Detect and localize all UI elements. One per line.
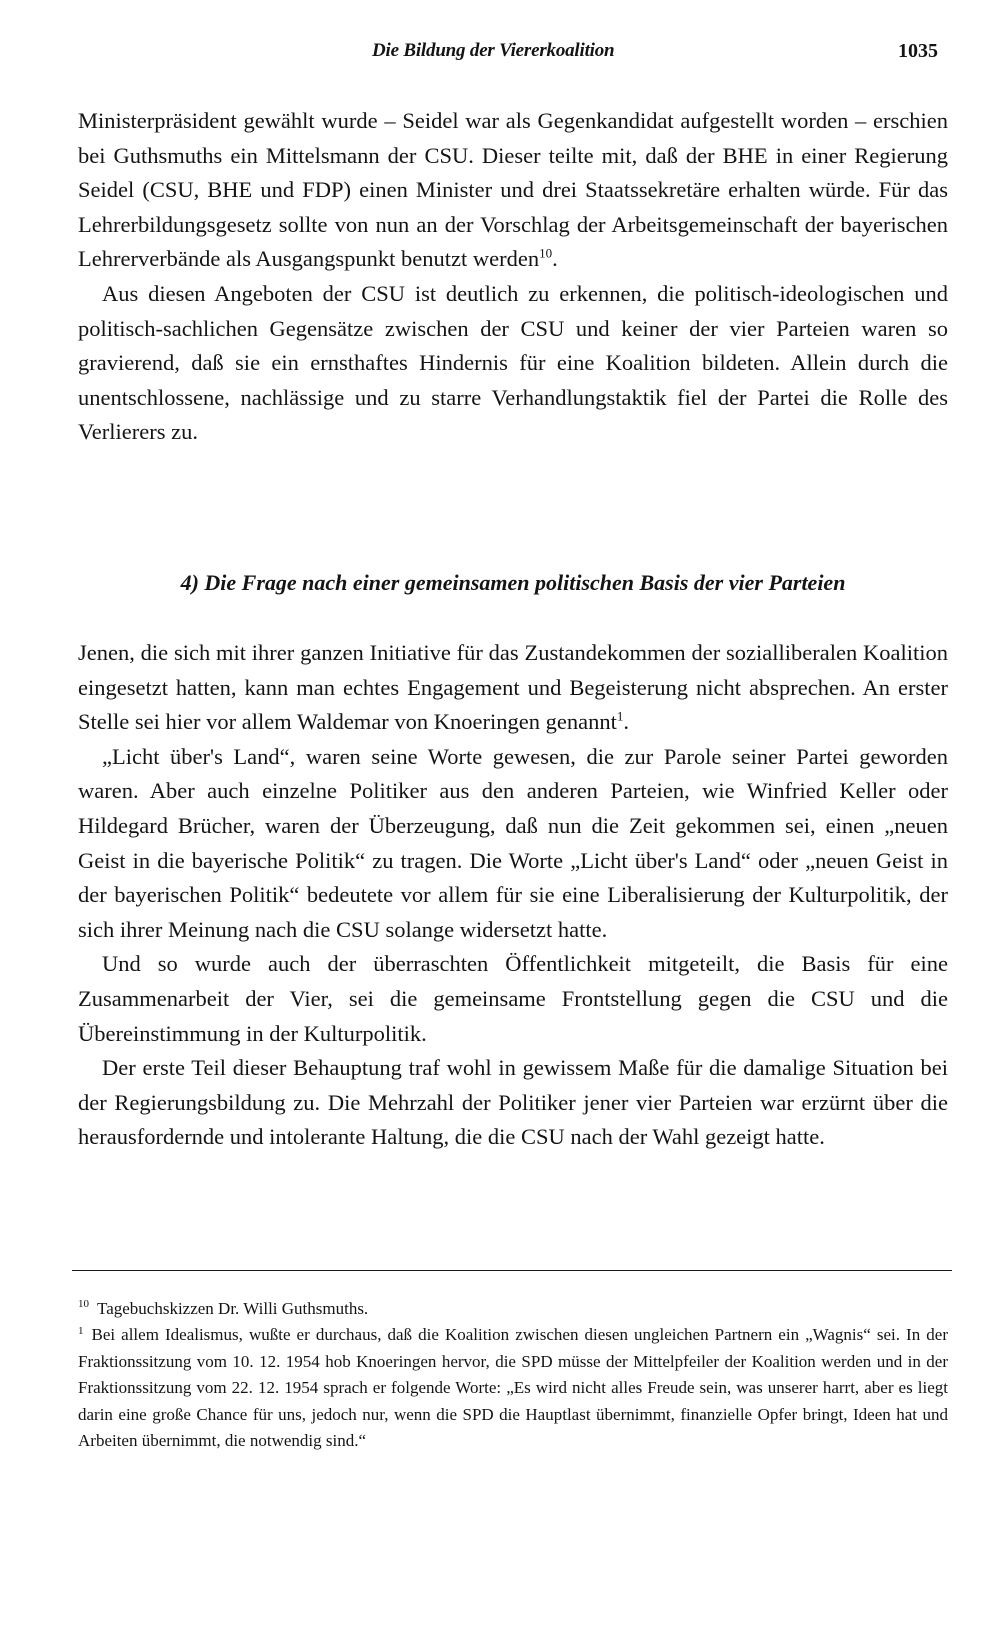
footnotes (78, 1296, 948, 1454)
running-head-title: Die Bildung der Viererkoalition (372, 40, 615, 61)
footnote-mark: 10 (78, 1298, 89, 1311)
footnote (78, 1296, 948, 1322)
paragraph-tail: . (552, 246, 558, 272)
paragraph-tail: . (623, 709, 629, 735)
footnote (78, 1322, 948, 1454)
paragraph: Aus diesen Angeboten der CSU ist deutlich zu erkennen, die politisch-ideologischen und politisch-sachlichen Gegensätze zwischen der CSU und keiner der vier Parteien waren so gravierend, daß sie ein ernsthaftes Hindernis für eine Koalition bildeten. Allein durch die unentschlossene, nachlässige und zu starre Verhandlungstaktik fiel der Partei die Rolle des Verlierers zu. (78, 280, 948, 445)
paragraph (78, 104, 948, 277)
paragraph: „Licht über's Land“, waren seine Worte gewesen, die zur Parole seiner Partei geworden waren. Aber auch einzelne Politiker aus den anderen Parteien, wie Winfried Keller oder Hildegard Brücher, waren der Überzeugung, daß nun die Zeit gekommen sei, einen „neuen Geist in die bayerische Politik“ zu tragen. Die Worte „Licht über's Land“ oder „neuen Geist in der bayerischen Politik“ bedeutete vor allem für sie eine Liberalisierung der Kulturpolitik, der sich ihrer Meinung nach die CSU solange widersetzt hatte. (78, 743, 948, 942)
running-head (74, 40, 948, 70)
paragraph (78, 636, 948, 740)
body-text-bottom (78, 636, 948, 1155)
paragraph-text: Ministerpräsident gewählt wurde – Seidel war als Gegenkandidat aufgestellt worden – erschien bei Guthsmuths ein Mittelsmann der CSU. Dieser teilte mit, daß der BHE in einer Regierung Seidel (CSU, BHE und FDP) einen Minister und drei Staatssekretäre erhalten würde. Für das Lehrerbildungsgesetz sollte von nun an der Vorschlag der Arbeitsgemeinschaft der bayerischen Lehrerverbände als Ausgangspunkt benutzt werden (78, 108, 948, 272)
footnote-mark: 1 (78, 1324, 84, 1337)
paragraph-text: Jenen, die sich mit ihrer ganzen Initiative für das Zustandekommen der sozialliberalen Koalition eingesetzt hatten, kann man echtes Engagement und Begeisterung nicht absprechen. An erster Stelle sei hier vor allem Waldemar von Knoeringen genannt (78, 640, 948, 735)
footnote-text: Bei allem Idealismus, wußte er durchaus, daß die Koalition zwischen diesen ungleichen Partnern ein „Wagnis“ sei. In der Fraktionssitzung vom 10. 12. 1954 hob Knoeringen hervor, die SPD müsse der Mittelpfeiler der Koalition werden und in der Fraktionssitzung vom 22. 12. 1954 sprach er folgende Worte: „Es wird nicht alles Freude sein, was unserer harrt, aber es liegt darin eine große Chance für uns, jedoch nur, wenn die SPD die Hauptlast übernimmt, finanzielle Opfer bringt, Ideen hat und Arbeiten übernimmt, die notwendig sind.“ (78, 1325, 948, 1451)
footnote-separator (72, 1270, 952, 1271)
footnote-reference: 10 (539, 245, 553, 261)
page-number: 1035 (898, 40, 938, 62)
paragraph: Und so wurde auch der überraschten Öffentlichkeit mitgeteilt, die Basis für eine Zusammenarbeit der Vier, sei die gemeinsame Frontstellung gegen die CSU und die Übereinstimmung in der Kulturpolitik. (78, 951, 948, 1046)
footnote-reference: 1 (616, 708, 624, 724)
body-text-top (78, 104, 948, 450)
section-heading: 4) Die Frage nach einer gemeinsamen politischen Basis der vier Parteien (180, 570, 846, 595)
footnote-text: Tagebuchskizzen Dr. Willi Guthsmuths. (97, 1299, 369, 1318)
paragraph: Der erste Teil dieser Behauptung traf wohl in gewissem Maße für die damalige Situation bei der Regierungsbildung zu. Die Mehrzahl der Politiker jener vier Parteien war erzürnt über die herausfordernde und intolerante Haltung, die die CSU nach der Wahl gezeigt hatte. (78, 1055, 948, 1150)
